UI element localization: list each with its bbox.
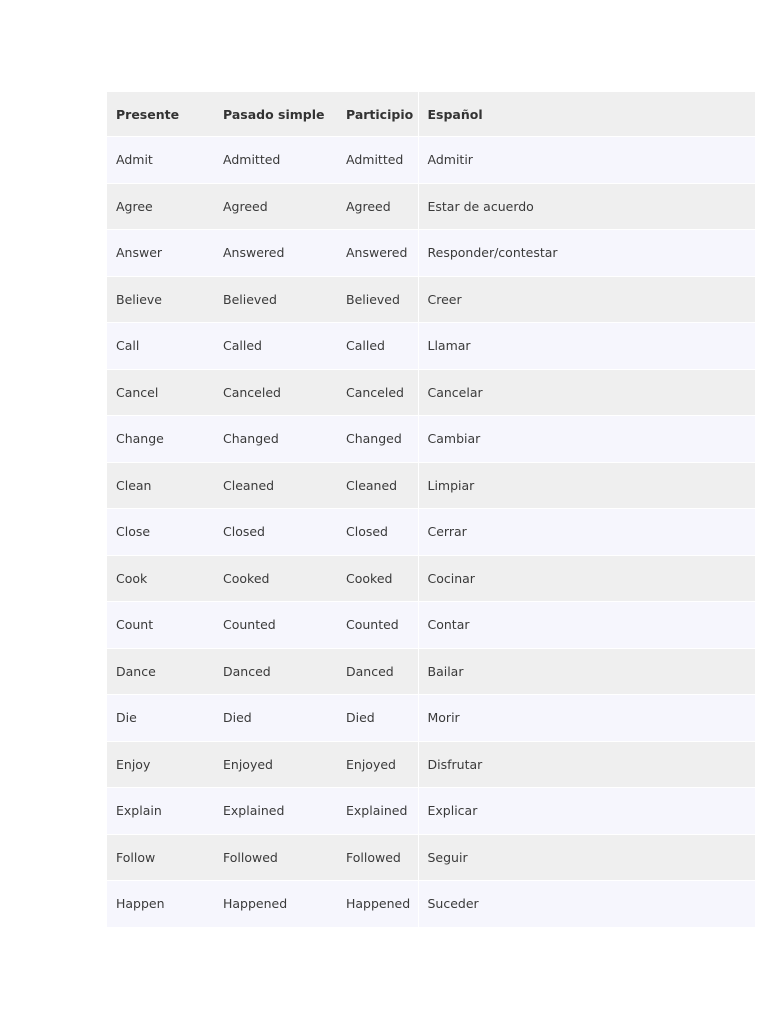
cell-participio: Danced — [337, 648, 418, 695]
table-header — [107, 92, 755, 137]
cell-presente: Cook — [107, 555, 214, 602]
cell-espanol: Cocinar — [418, 555, 755, 602]
cell-presente: Agree — [107, 183, 214, 230]
cell-pasado-simple: Followed — [214, 834, 337, 881]
table-row — [107, 276, 755, 323]
cell-presente: Clean — [107, 462, 214, 509]
cell-presente: Answer — [107, 230, 214, 277]
cell-espanol: Estar de acuerdo — [418, 183, 755, 230]
cell-presente: Believe — [107, 276, 214, 323]
cell-presente: Change — [107, 416, 214, 463]
cell-pasado-simple: Believed — [214, 276, 337, 323]
cell-participio: Admitted — [337, 137, 418, 184]
table-row — [107, 416, 755, 463]
cell-participio: Happened — [337, 881, 418, 928]
cell-pasado-simple: Counted — [214, 602, 337, 649]
header-row — [107, 92, 755, 137]
cell-pasado-simple: Answered — [214, 230, 337, 277]
table-row — [107, 555, 755, 602]
cell-espanol: Seguir — [418, 834, 755, 881]
cell-presente: Dance — [107, 648, 214, 695]
cell-presente: Happen — [107, 881, 214, 928]
cell-espanol: Cambiar — [418, 416, 755, 463]
cell-espanol: Contar — [418, 602, 755, 649]
table-row — [107, 741, 755, 788]
cell-pasado-simple: Explained — [214, 788, 337, 835]
cell-pasado-simple: Happened — [214, 881, 337, 928]
cell-espanol: Llamar — [418, 323, 755, 370]
table-row — [107, 648, 755, 695]
cell-espanol: Limpiar — [418, 462, 755, 509]
table-row — [107, 230, 755, 277]
table-row — [107, 462, 755, 509]
cell-pasado-simple: Closed — [214, 509, 337, 556]
cell-participio: Closed — [337, 509, 418, 556]
cell-participio: Died — [337, 695, 418, 742]
table-row — [107, 183, 755, 230]
cell-espanol: Bailar — [418, 648, 755, 695]
cell-espanol: Explicar — [418, 788, 755, 835]
table-row — [107, 602, 755, 649]
cell-espanol: Cerrar — [418, 509, 755, 556]
cell-participio: Answered — [337, 230, 418, 277]
cell-pasado-simple: Changed — [214, 416, 337, 463]
cell-participio: Cleaned — [337, 462, 418, 509]
cell-participio: Called — [337, 323, 418, 370]
cell-pasado-simple: Cleaned — [214, 462, 337, 509]
cell-pasado-simple: Died — [214, 695, 337, 742]
table-row — [107, 788, 755, 835]
cell-espanol: Morir — [418, 695, 755, 742]
cell-pasado-simple: Agreed — [214, 183, 337, 230]
cell-presente: Count — [107, 602, 214, 649]
header-presente: Presente — [107, 92, 214, 137]
cell-participio: Counted — [337, 602, 418, 649]
header-espanol: Español — [418, 92, 755, 137]
cell-pasado-simple: Danced — [214, 648, 337, 695]
cell-participio: Believed — [337, 276, 418, 323]
verb-table — [107, 92, 755, 928]
cell-presente: Admit — [107, 137, 214, 184]
cell-participio: Enjoyed — [337, 741, 418, 788]
cell-participio: Changed — [337, 416, 418, 463]
cell-espanol: Creer — [418, 276, 755, 323]
cell-participio: Followed — [337, 834, 418, 881]
cell-presente: Call — [107, 323, 214, 370]
cell-pasado-simple: Enjoyed — [214, 741, 337, 788]
cell-participio: Explained — [337, 788, 418, 835]
cell-pasado-simple: Admitted — [214, 137, 337, 184]
cell-espanol: Admitir — [418, 137, 755, 184]
table-row — [107, 834, 755, 881]
cell-participio: Cooked — [337, 555, 418, 602]
cell-espanol: Responder/contestar — [418, 230, 755, 277]
table-body — [107, 137, 755, 928]
cell-espanol: Cancelar — [418, 369, 755, 416]
table-row — [107, 323, 755, 370]
table-row — [107, 881, 755, 928]
cell-espanol: Disfrutar — [418, 741, 755, 788]
cell-pasado-simple: Cooked — [214, 555, 337, 602]
table-row — [107, 695, 755, 742]
cell-presente: Explain — [107, 788, 214, 835]
table-row — [107, 509, 755, 556]
header-participio: Participio — [337, 92, 418, 137]
cell-presente: Close — [107, 509, 214, 556]
header-pasado-simple: Pasado simple — [214, 92, 337, 137]
cell-participio: Canceled — [337, 369, 418, 416]
cell-participio: Agreed — [337, 183, 418, 230]
cell-presente: Enjoy — [107, 741, 214, 788]
table-row — [107, 369, 755, 416]
cell-pasado-simple: Called — [214, 323, 337, 370]
table-row — [107, 137, 755, 184]
cell-presente: Die — [107, 695, 214, 742]
cell-presente: Cancel — [107, 369, 214, 416]
cell-presente: Follow — [107, 834, 214, 881]
cell-espanol: Suceder — [418, 881, 755, 928]
cell-pasado-simple: Canceled — [214, 369, 337, 416]
